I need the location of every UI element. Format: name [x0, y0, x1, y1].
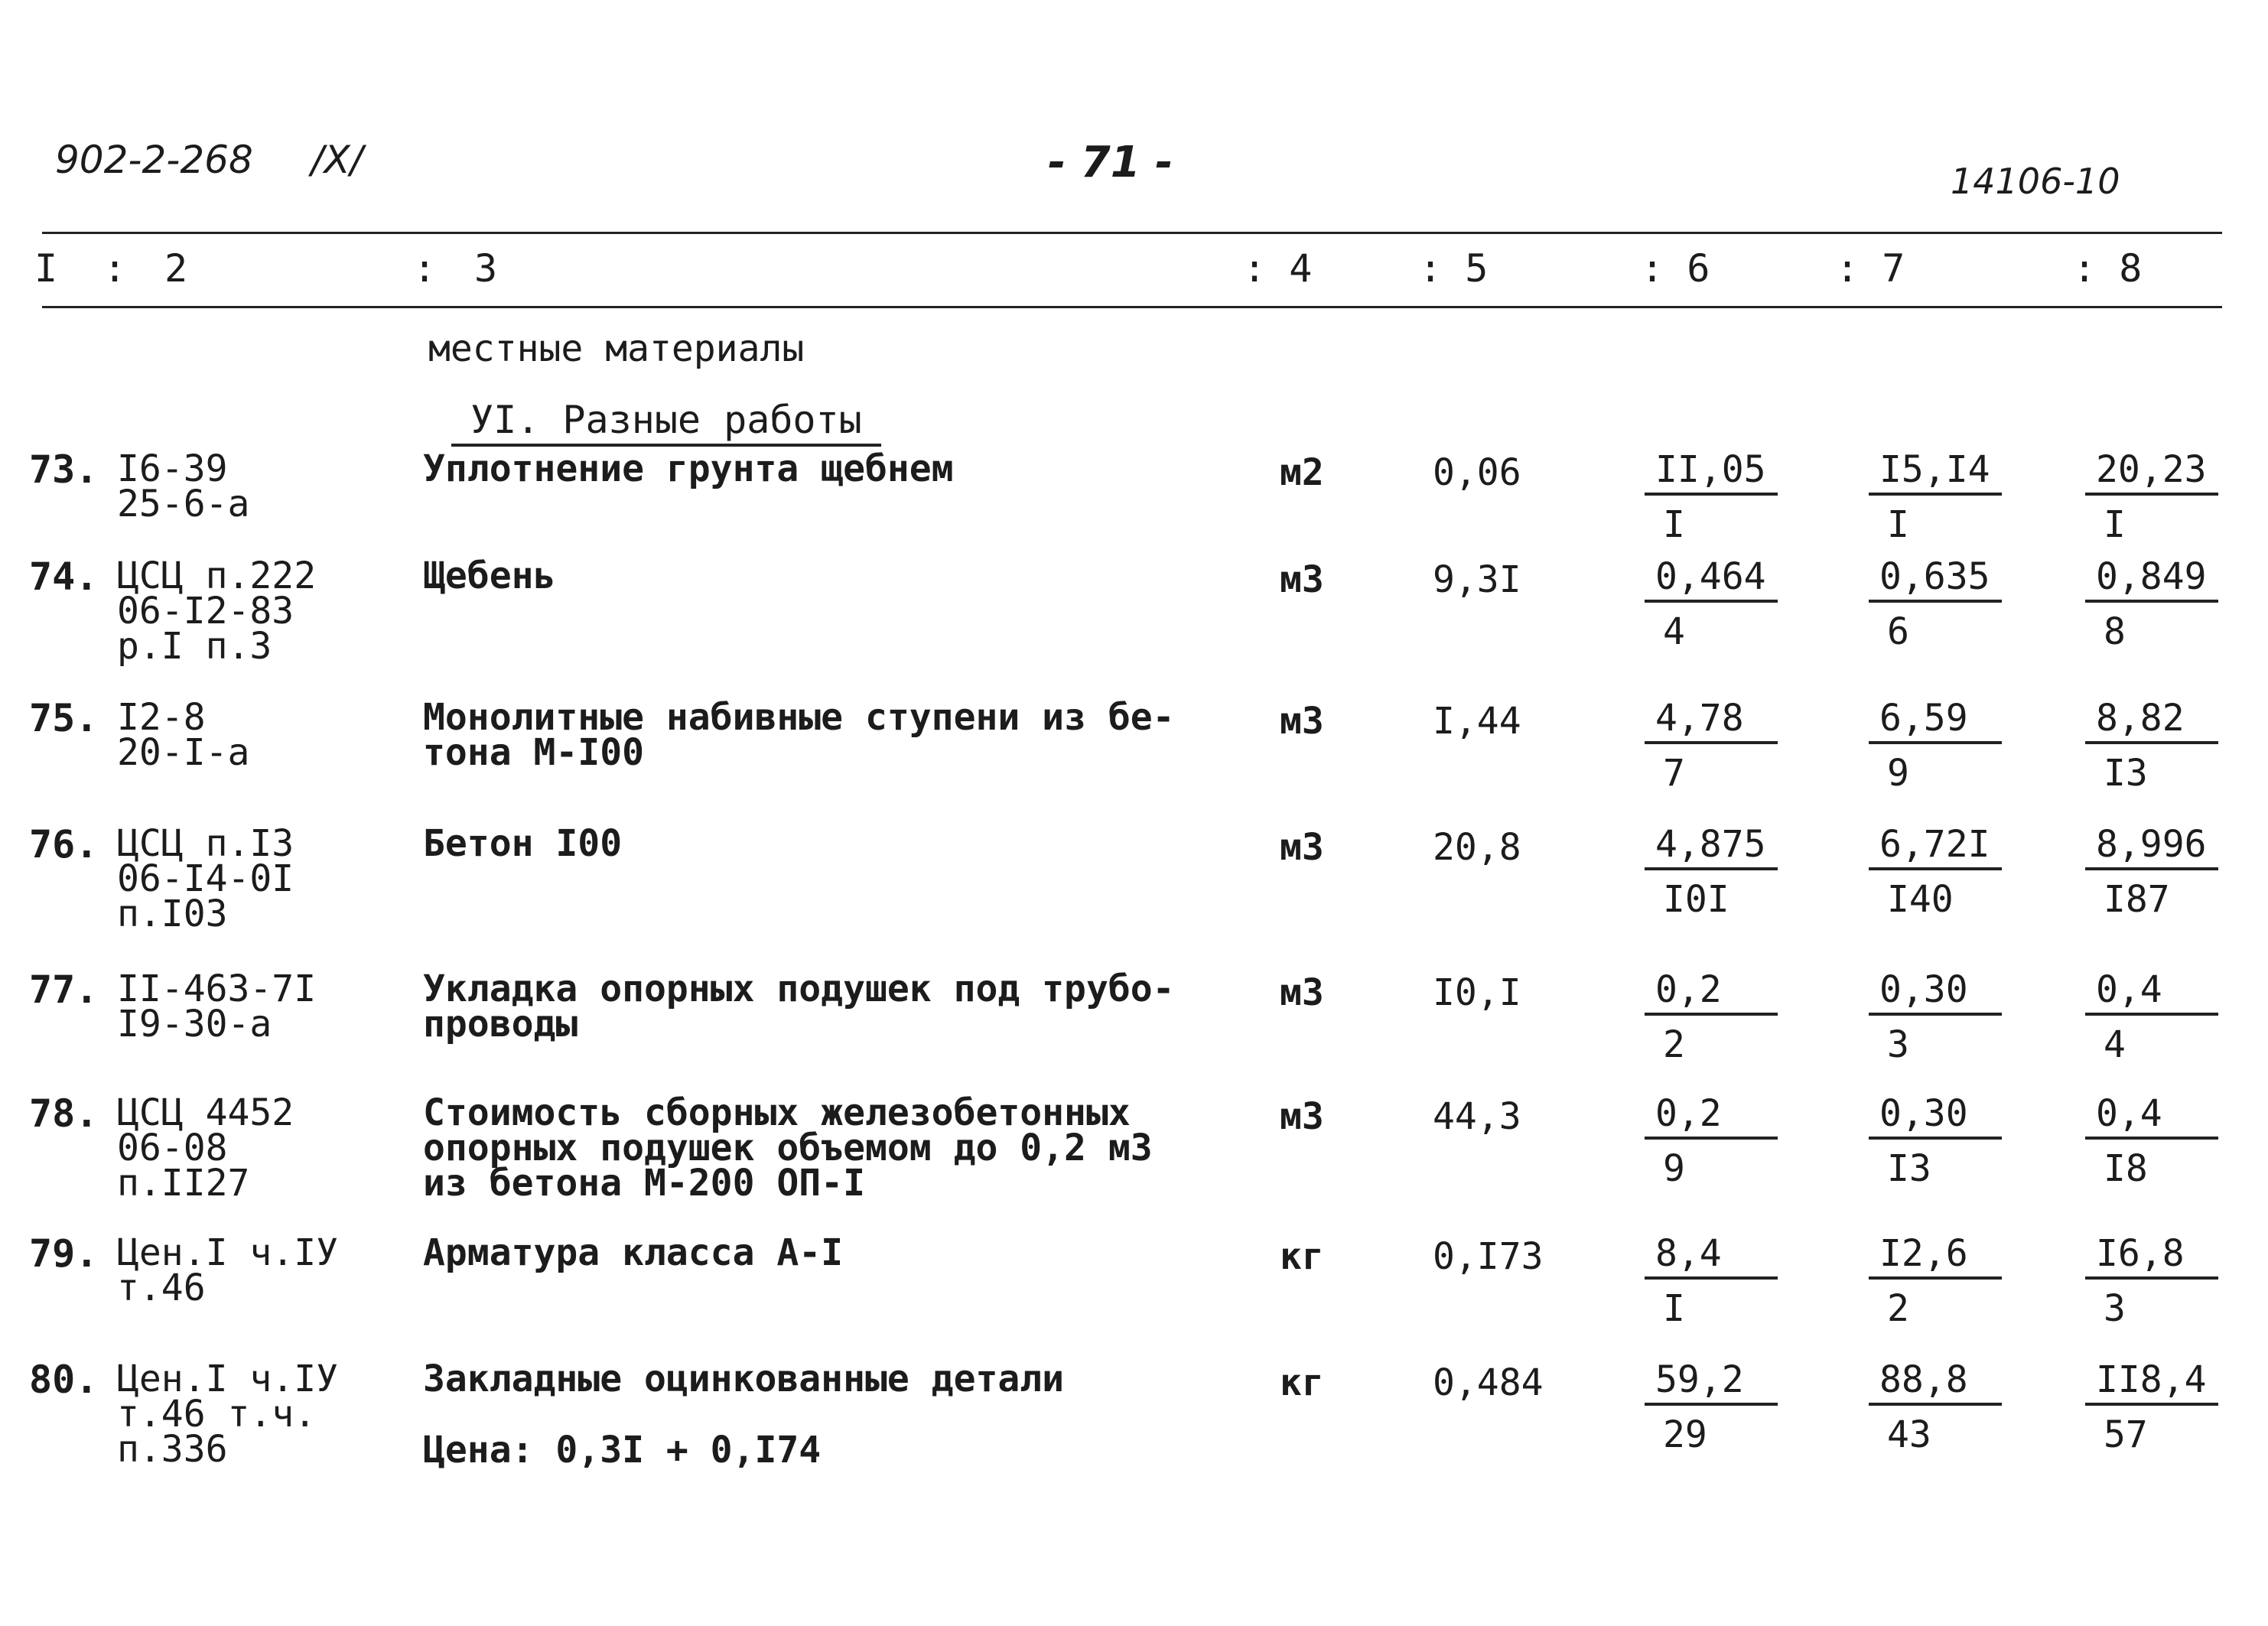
column-number-1: I	[34, 246, 58, 291]
col8-denominator: I	[2104, 503, 2126, 546]
row-references: Цен.I ч.IУ т.46	[117, 1231, 338, 1309]
row-col6	[1645, 1092, 1778, 1190]
row-col7	[1869, 1092, 2002, 1190]
row-unit: м3	[1280, 1095, 1324, 1138]
row-col6	[1645, 448, 1778, 546]
col7-numerator: 0,30	[1869, 1095, 2002, 1140]
header-rule-top	[42, 232, 2222, 234]
row-col7	[1869, 555, 2002, 653]
row-col7	[1869, 697, 2002, 795]
col8-numerator: I6,8	[2085, 1235, 2218, 1280]
row-col8	[2085, 1358, 2218, 1456]
row-references: II-463-7I I9-30-а	[117, 967, 317, 1046]
row-col6	[1645, 1358, 1778, 1456]
column-number-6: : 6	[1641, 246, 1710, 291]
row-unit: м2	[1280, 451, 1324, 494]
row-references: Цен.I ч.IУ т.46 т.ч. п.336	[117, 1358, 338, 1471]
row-unit: м3	[1280, 700, 1324, 743]
row-description: Закладные оцинкованные детали	[423, 1358, 1065, 1400]
col6-denominator: 7	[1663, 752, 1685, 795]
row-col8	[2085, 968, 2218, 1066]
row-number: 78.	[29, 1091, 99, 1136]
row-col8	[2085, 1092, 2218, 1190]
row-number: 73.	[29, 447, 99, 492]
row-quantity: 44,3	[1433, 1095, 1521, 1138]
page-number: - 71 -	[1048, 138, 1173, 187]
row-description: Укладка опорных подушек под трубо- проводы	[423, 967, 1175, 1046]
row-col7	[1869, 1358, 2002, 1456]
col8-numerator: 20,23	[2085, 451, 2218, 496]
col7-numerator: I2,6	[1869, 1235, 2002, 1280]
row-col7	[1869, 823, 2002, 921]
row-description: Бетон I00	[423, 822, 623, 865]
row-col8	[2085, 823, 2218, 921]
row-quantity: 0,484	[1433, 1361, 1544, 1404]
col8-denominator: 8	[2104, 610, 2126, 653]
row-references: ЦСЦ п.I3 06-I4-0I п.I03	[117, 822, 294, 935]
col7-denominator: I	[1887, 503, 1909, 546]
row-number: 79.	[29, 1231, 99, 1276]
column-number-4: : 4	[1243, 246, 1313, 291]
row-unit: м3	[1280, 558, 1324, 601]
col8-denominator: I3	[2104, 752, 2148, 795]
col6-denominator: I0I	[1663, 878, 1729, 921]
col8-numerator: 0,849	[2085, 558, 2218, 603]
col6-denominator: 29	[1663, 1413, 1707, 1456]
row-col8	[2085, 697, 2218, 795]
row-quantity: 0,I73	[1433, 1235, 1544, 1278]
col6-numerator: 4,78	[1645, 700, 1778, 744]
col7-numerator: I5,I4	[1869, 451, 2002, 496]
col6-denominator: 9	[1663, 1147, 1685, 1190]
header-rule-bottom	[42, 306, 2222, 308]
col6-numerator: 0,2	[1645, 971, 1778, 1016]
row-unit: кг	[1280, 1361, 1324, 1404]
col8-numerator: 0,4	[2085, 1095, 2218, 1140]
row-number: 75.	[29, 696, 99, 740]
col7-denominator: 2	[1887, 1287, 1909, 1330]
col8-denominator: 4	[2104, 1023, 2126, 1066]
col7-numerator: 0,635	[1869, 558, 2002, 603]
row-quantity: I0,I	[1433, 971, 1521, 1014]
col6-numerator: 8,4	[1645, 1235, 1778, 1280]
row-references: ЦСЦ 4452 06-08 п.II27	[117, 1091, 294, 1205]
column-number-7: : 7	[1836, 246, 1905, 291]
col7-numerator: 0,30	[1869, 971, 2002, 1016]
col6-denominator: 4	[1663, 610, 1685, 653]
col6-numerator: 59,2	[1645, 1361, 1778, 1406]
col7-denominator: I3	[1887, 1147, 1931, 1190]
col7-denominator: 6	[1887, 610, 1909, 653]
column-number-2: 2	[164, 246, 188, 291]
column-number-3: 3	[474, 246, 498, 291]
col8-numerator: II8,4	[2085, 1361, 2218, 1406]
row-references: I2-8 20-I-а	[117, 696, 250, 774]
col7-denominator: I40	[1887, 878, 1954, 921]
row-quantity: 0,06	[1433, 451, 1521, 494]
row-col8	[2085, 448, 2218, 546]
row-number: 74.	[29, 554, 99, 599]
col8-denominator: I87	[2104, 878, 2170, 921]
col6-numerator: 4,875	[1645, 826, 1778, 870]
section-title: УI. Разные работы	[451, 398, 881, 447]
col8-numerator: 8,996	[2085, 826, 2218, 870]
col6-numerator: 0,464	[1645, 558, 1778, 603]
col6-numerator: II,05	[1645, 451, 1778, 496]
col7-denominator: 9	[1887, 752, 1909, 795]
row-references: ЦСЦ п.222 06-I2-83 р.I п.3	[117, 554, 317, 668]
col8-denominator: 3	[2104, 1287, 2126, 1330]
row-description: Стоимость сборных железобетонных опорных подушек объемом до 0,2 м3 из бетона М-200 ОП-I	[423, 1091, 1153, 1205]
document-code-part: /X/	[311, 138, 363, 182]
row-unit: м3	[1280, 826, 1324, 869]
row-col7	[1869, 448, 2002, 546]
row-col6	[1645, 1232, 1778, 1330]
row-col6	[1645, 968, 1778, 1066]
row-unit: м3	[1280, 971, 1324, 1014]
row-quantity: I,44	[1433, 700, 1521, 743]
row-unit: кг	[1280, 1235, 1324, 1278]
row-quantity: 20,8	[1433, 826, 1521, 869]
row-description: Арматура класса А-I	[423, 1231, 844, 1274]
intro-text: местные материалы	[428, 327, 805, 370]
col8-denominator: 57	[2104, 1413, 2148, 1456]
row-col8	[2085, 555, 2218, 653]
col8-denominator: I8	[2104, 1147, 2148, 1190]
col7-numerator: 88,8	[1869, 1361, 2002, 1406]
row-number: 76.	[29, 822, 99, 867]
row-quantity: 9,3I	[1433, 558, 1521, 601]
column-number-5: : 5	[1419, 246, 1489, 291]
col8-numerator: 0,4	[2085, 971, 2218, 1016]
row-col6	[1645, 555, 1778, 653]
column-separator: :	[103, 246, 127, 291]
sheet-reference: 14106-10	[1951, 161, 2120, 202]
col7-numerator: 6,59	[1869, 700, 2002, 744]
row-number: 77.	[29, 967, 99, 1012]
document-code	[55, 138, 363, 182]
row-description: Щебень	[423, 554, 556, 597]
document-code-number: 902-2-268	[55, 138, 253, 182]
col7-denominator: 3	[1887, 1023, 1909, 1066]
col7-denominator: 43	[1887, 1413, 1931, 1456]
price-note: Цена: 0,3I + 0,I74	[423, 1429, 822, 1472]
column-separator: :	[413, 246, 437, 291]
col7-numerator: 6,72I	[1869, 826, 2002, 870]
row-col6	[1645, 697, 1778, 795]
col6-denominator: I	[1663, 503, 1685, 546]
col6-denominator: 2	[1663, 1023, 1685, 1066]
row-references: I6-39 25-6-а	[117, 447, 250, 525]
row-col8	[2085, 1232, 2218, 1330]
row-col6	[1645, 823, 1778, 921]
col6-numerator: 0,2	[1645, 1095, 1778, 1140]
row-col7	[1869, 968, 2002, 1066]
col6-denominator: I	[1663, 1287, 1685, 1330]
row-description: Монолитные набивные ступени из бе- тона М-I00	[423, 696, 1175, 774]
row-col7	[1869, 1232, 2002, 1330]
column-number-8: : 8	[2073, 246, 2143, 291]
row-number: 80.	[29, 1358, 99, 1402]
col8-numerator: 8,82	[2085, 700, 2218, 744]
row-description: Уплотнение грунта щебнем	[423, 447, 954, 490]
